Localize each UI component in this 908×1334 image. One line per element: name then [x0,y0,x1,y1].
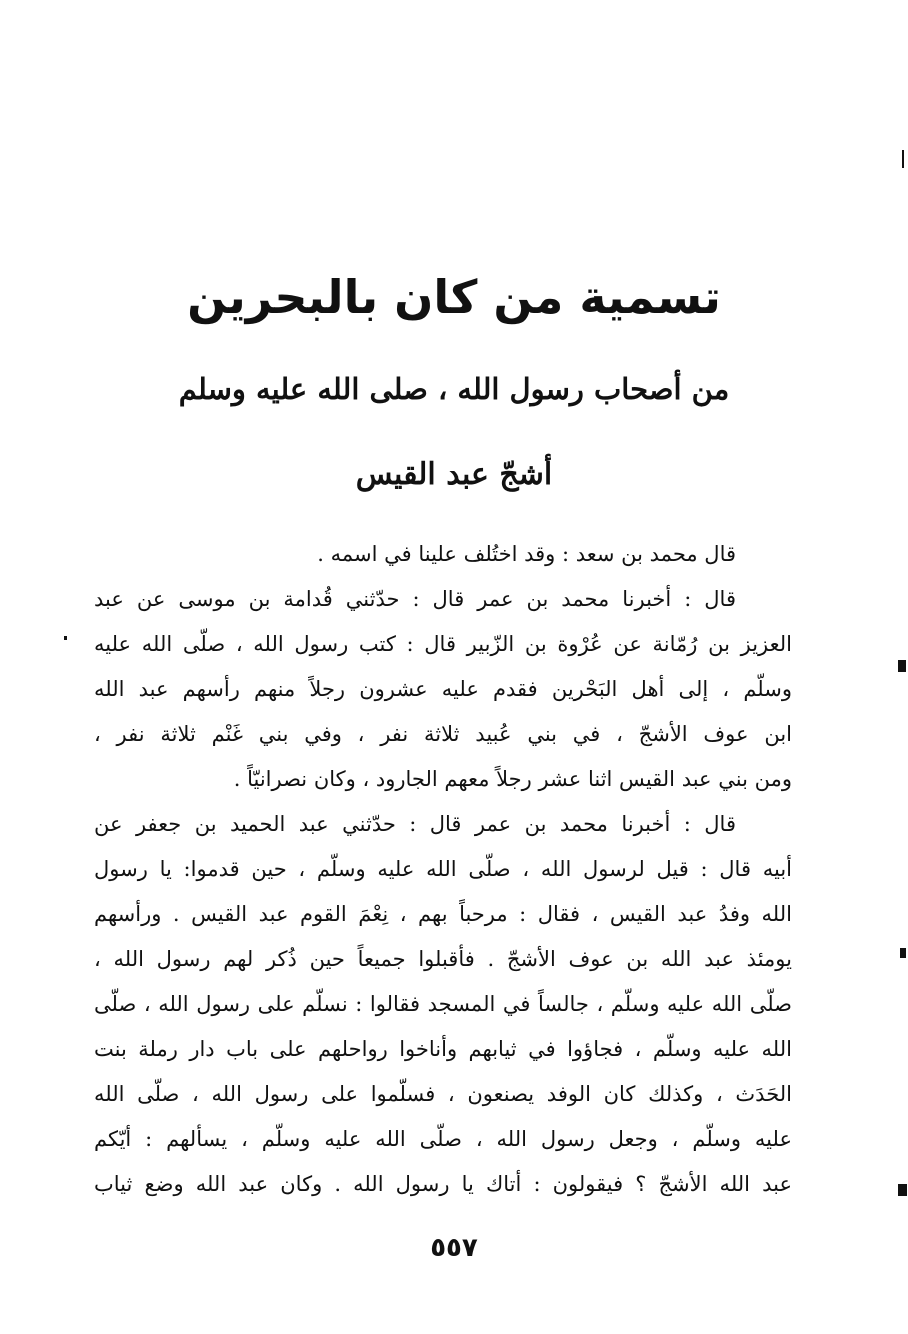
text-line: الله عليه وسلّم ، فجاؤوا في ثيابهم وأناخوا رواحلهم على باب دار رملة بنت [94,1037,792,1061]
text-line: ابن عوف الأشجّ ، في بني عُبيد ثلاثة نفر ، وفي بني غَنْم ثلاثة نفر ، [94,722,792,746]
scan-edge-mark [900,948,906,958]
text-line: صلّى الله عليه وسلّم ، جالساً في المسجد فقالوا : نسلّم على رسول الله ، صلّى [94,992,792,1016]
text-line: الله وفدُ عبد القيس ، فقال : مرحباً بهم ، نِعْمَ القوم عبد القيس . ورأسهم [94,902,792,926]
text-line: يومئذ عبد الله بن عوف الأشجّ . فأقبلوا جميعاً حين ذُكر لهم رسول الله ، [94,947,792,971]
text-line: عليه وسلّم ، وجعل رسول الله ، صلّى الله عليه وسلّم ، يسألهم : أيّكم [94,1127,792,1151]
page-title: تسمية من كان بالبحرين [187,270,721,324]
scan-edge-mark [898,660,906,672]
scan-edge-mark [64,636,67,640]
scan-edge-mark [902,150,904,168]
text-line: وسلّم ، إلى أهل البَحْرين فقدم عليه عشرون رجلاً منهم رأسهم عبد الله [94,677,792,701]
section-heading: أشجّ عبد القيس [355,457,553,492]
text-line: أبيه قال : قيل لرسول الله ، صلّى الله عليه وسلّم ، حين قدموا: يا رسول [94,857,792,881]
text-line: قال : أخبرنا محمد بن عمر قال : حدّثني قُدامة بن موسى عن عبد [94,587,736,611]
text-line: العزيز بن رُمّانة عن عُرْوة بن الزّبير قال : كتب رسول الله ، صلّى الله عليه [94,632,792,656]
scan-edge-mark [898,1184,907,1196]
text-line: قال : أخبرنا محمد بن عمر قال : حدّثني عبد الحميد بن جعفر عن [94,812,736,836]
page-subtitle: من أصحاب رسول الله ، صلى الله عليه وسلم [178,372,730,406]
text-line: عبد الله الأشجّ ؟ فيقولون : أتاك يا رسول الله . وكان عبد الله وضع ثياب [94,1172,792,1196]
text-line: قال محمد بن سعد : وقد اختُلف علينا في اسمه . [317,542,736,566]
text-line: الحَدَث ، وكذلك كان الوفد يصنعون ، فسلّموا على رسول الله ، صلّى الله [94,1082,792,1106]
body-text [94,532,792,1207]
text-line: ومن بني عبد القيس اثنا عشر رجلاً معهم الجارود ، وكان نصرانيّاً . [233,767,792,791]
page-number: ٥٥٧ [430,1233,478,1263]
